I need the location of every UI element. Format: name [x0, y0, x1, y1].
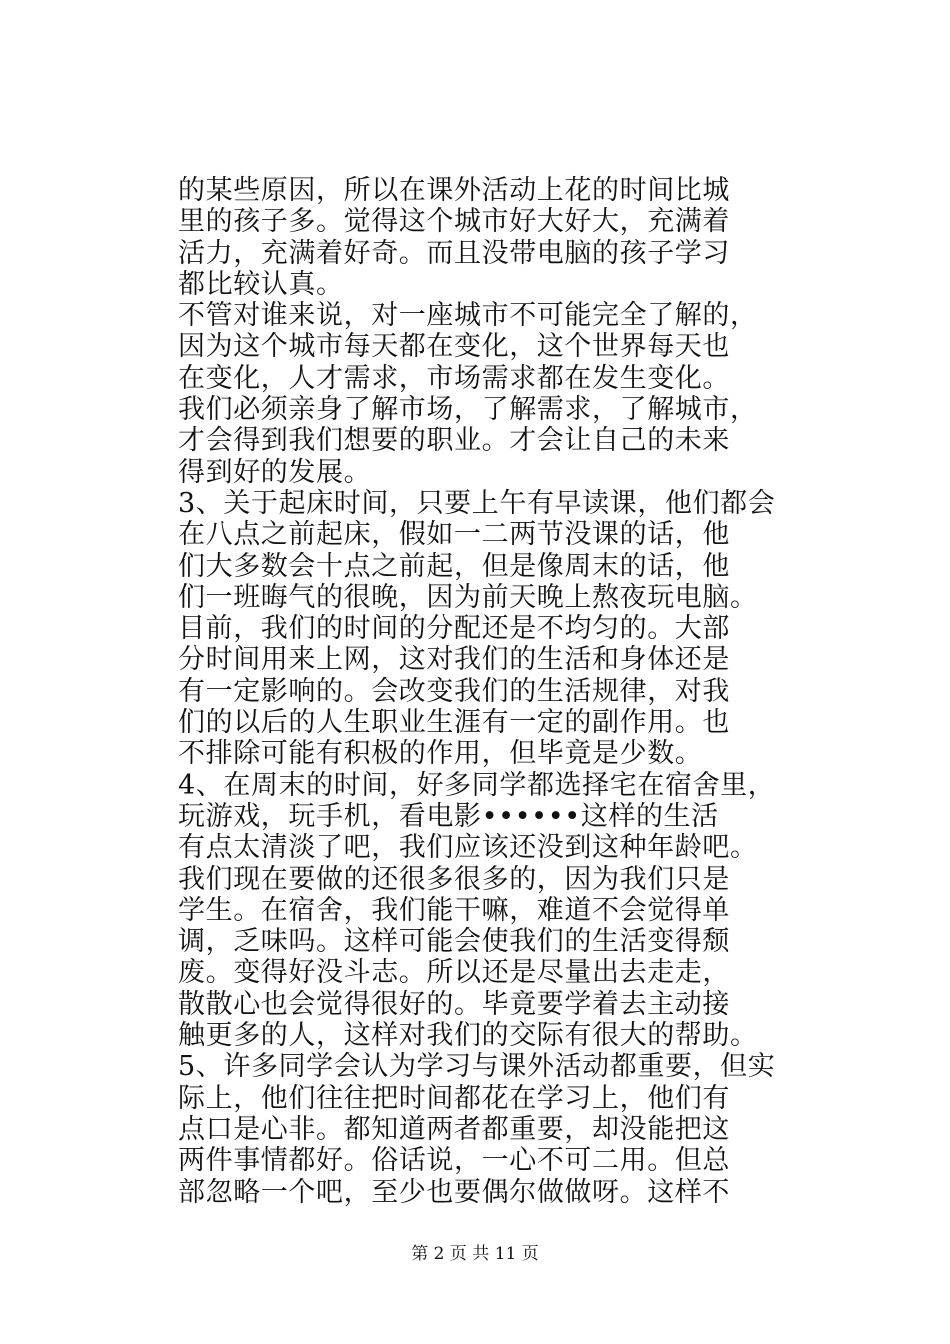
text-line: 目前，我们的时间的分配还是不均匀的。大部	[178, 613, 730, 645]
text-line: 不排除可能有积极的作用，但毕竟是少数。	[178, 738, 703, 770]
text-line: 们一班晦气的很晚，因为前天晚上熬夜玩电脑。	[178, 581, 758, 613]
text-line: 有点太清淡了吧，我们应该还没到这种年龄吧。	[178, 832, 758, 864]
text-line: 们的以后的人生职业生涯有一定的副作用。也	[178, 707, 730, 739]
text-line: 才会得到我们想要的职业。才会让自己的未来	[178, 425, 730, 457]
text-line: 因为这个城市每天都在变化，这个世界每天也	[178, 331, 730, 363]
text-line: 触更多的人，这样对我们的交际有很大的帮助。	[178, 1020, 758, 1052]
text-line: 4、在周末的时间，好多同学都选择宅在宿舍里，	[178, 769, 776, 801]
text-line: 我们必须亲身了解市场，了解需求，了解城市，	[178, 394, 758, 426]
text-line: 调，乏味吗。这样可能会使我们的生活变得颓	[178, 926, 730, 958]
text-line: 散散心也会觉得很好的。毕竟要学着去主动接	[178, 988, 730, 1020]
text-line: 学生。在宿舍，我们能干嘛，难道不会觉得单	[178, 894, 730, 926]
text-line: 的某些原因，所以在课外活动上花的时间比城	[178, 175, 730, 206]
text-line: 在八点之前起床，假如一二两节没课的话，他	[178, 519, 730, 551]
text-line: 两件事情都好。俗话说，一心不可二用。但总	[178, 1145, 730, 1177]
text-line: 不管对谁来说，对一座城市不可能完全了解的，	[178, 300, 758, 332]
text-line: 5、许多同学会认为学习与课外活动都重要，但实	[178, 1051, 776, 1083]
text-line: 废。变得好没斗志。所以还是尽量出去走走，	[178, 957, 730, 989]
text-line: 都比较认真。	[178, 268, 344, 300]
text-line: 在变化，人才需求，市场需求都在发生变化。	[178, 362, 730, 394]
text-line: 活力，充满着好奇。而且没带电脑的孩子学习	[178, 237, 730, 269]
document-body	[178, 175, 778, 1208]
text-line: 部忽略一个吧，至少也要偶尔做做呀。这样不	[178, 1176, 730, 1208]
text-line: 我们现在要做的还很多很多的，因为我们只是	[178, 863, 730, 895]
text-line: 点口是心非。都知道两者都重要，却没能把这	[178, 1113, 730, 1145]
text-line: 3、关于起床时间，只要上午有早读课，他们都会	[178, 487, 776, 519]
text-line: 有一定影响的。会改变我们的生活规律，对我	[178, 675, 730, 707]
text-line: 际上，他们往往把时间都花在学习上，他们有	[178, 1082, 730, 1114]
text-line: 得到好的发展。	[178, 456, 372, 488]
text-line: 分时间用来上网，这对我们的生活和身体还是	[178, 644, 730, 676]
text-line: 玩游戏，玩手机，看电影••••••这样的生活	[178, 800, 719, 832]
page-number-footer: 第 2 页 共 11 页	[411, 1244, 539, 1264]
text-line: 们大多数会十点之前起，但是像周末的话，他	[178, 550, 730, 582]
text-line: 里的孩子多。觉得这个城市好大好大，充满着	[178, 206, 730, 238]
